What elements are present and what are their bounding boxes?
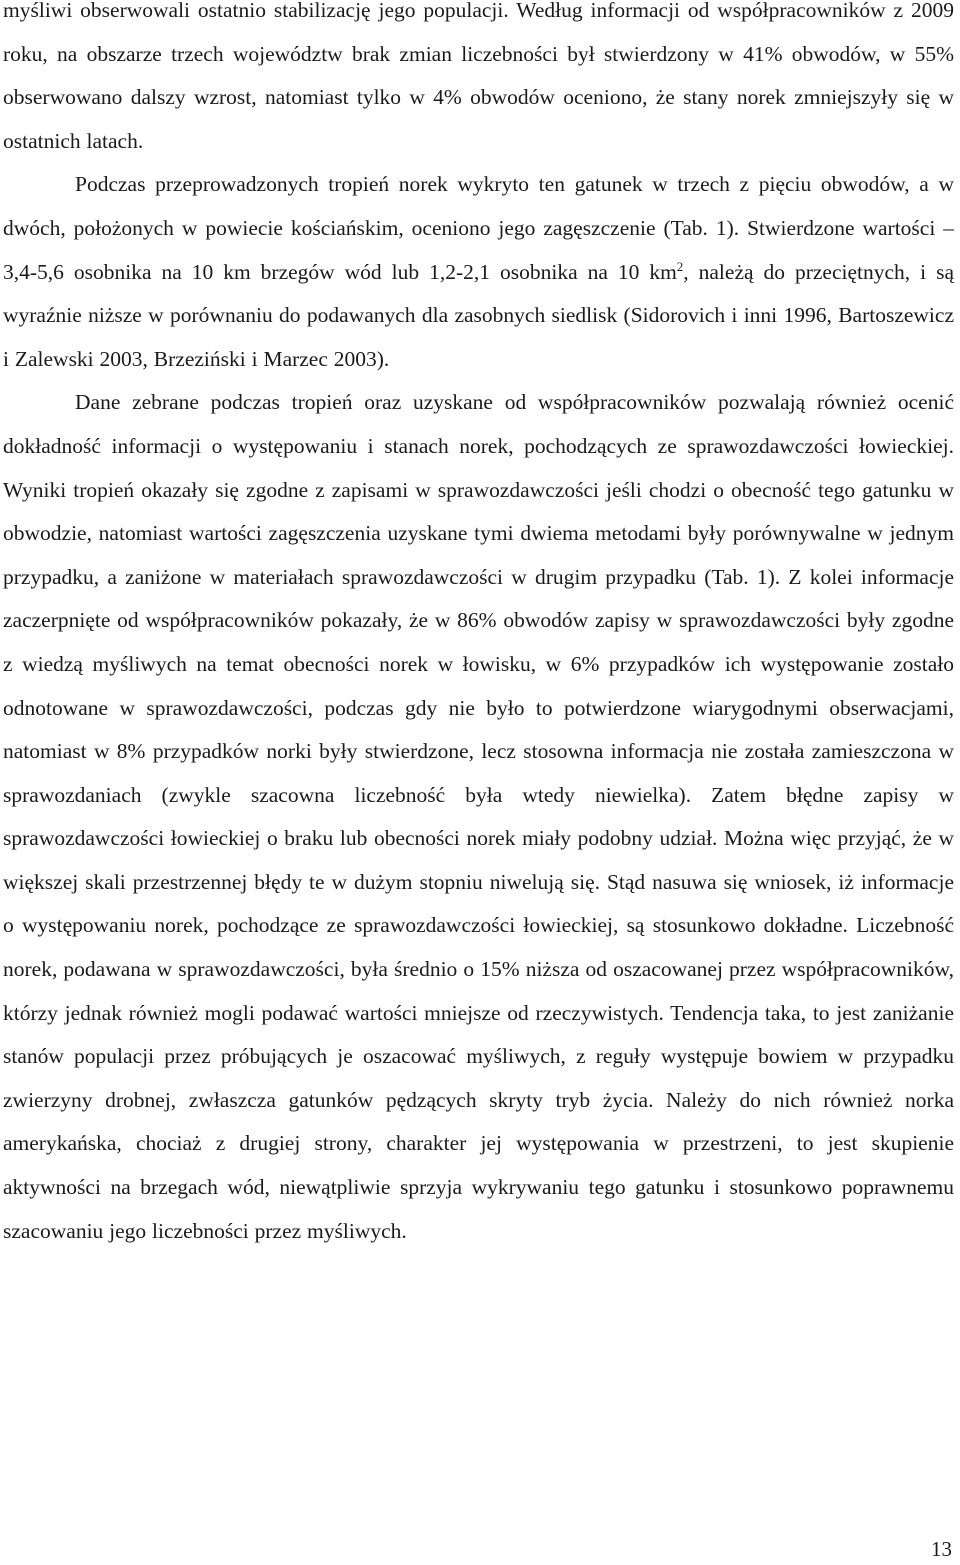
paragraph-2-part-2: , należą do przeciętnych, i są wyraźnie niższe w porównaniu do podawanych dla zasobnych siedlisk (Sidorovich i inni 1996, Bartoszewicz i Zalewski 2003, Brzeziński i Marzec 2003). [3,259,954,371]
document-page [3,0,954,1253]
page-number: 13 [931,1537,952,1561]
paragraph-2 [3,163,954,381]
paragraph-2-part-1: Podczas przeprowadzonych tropień norek wykryto ten gatunek w trzech z pięciu obwodów, a w dwóch, położonych w powiecie kościańskim, oceniono jego zagęszczenie (Tab. 1). Stwierdzone wartości – 3,4-5,6 osobnika na 10 km brzegów wód lub 1,2-2,1 osobnika na 10 km [3,172,954,284]
paragraph-3: Dane zebrane podczas tropień oraz uzyskane od współpracowników pozwalają również ocenić dokładność informacji o występowaniu i stanach norek, pochodzących ze sprawozdawczości łowieckiej. Wyniki tropień okazały się zgodne z zapisami w sprawozdawczości jeśli chodzi o obecność tego gatunku w obwodzie, natomiast wartości zagęszczenia uzyskane tymi dwiema metodami były porównywalne w jednym przypadku, a zaniżone w materiałach sprawozdawczości w drugim przypadku (Tab. 1). Z kolei informacje zaczerpnięte od współpracowników pokazały, że w 86% obwodów zapisy w sprawozdawczości były zgodne z wiedzą myśliwych na temat obecności norek w łowisku, w 6% przypadków ich występowanie zostało odnotowane w sprawozdawczości, podczas gdy nie było to potwierdzone wiarygodnymi obserwacjami, natomiast w 8% przypadków norki były stwierdzone, lecz stosowna informacja nie została zamieszczona w sprawozdaniach (zwykle szacowna liczebność była wtedy niewielka). Zatem błędne zapisy w sprawozdawczości łowieckiej o braku lub obecności norek miały podobny udział. Można więc przyjąć, że w większej skali przestrzennej błędy te w dużym stopniu niwelują się. Stąd nasuwa się wniosek, iż informacje o występowaniu norek, pochodzące ze sprawozdawczości łowieckiej, są stosunkowo dokładne. Liczebność norek, podawana w sprawozdawczości, była średnio o 15% niższa od oszacowanej przez współpracowników, którzy jednak również mogli podawać wartości mniejsze od rzeczywistych. Tendencja taka, to jest zaniżanie stanów populacji przez próbujących je oszacować myśliwych, z reguły występuje bowiem w przypadku zwierzyny drobnej, zwłaszcza gatunków pędzących skryty tryb życia. Należy do nich również norka amerykańska, chociaż z drugiej strony, charakter jej występowania w przestrzeni, to jest skupienie aktywności na brzegach wód, niewątpliwie sprzyja wykrywaniu tego gatunku i stosunkowo poprawnemu szacowaniu jego liczebności przez myśliwych. [3,390,954,1243]
superscript-exponent: 2 [676,258,684,274]
paragraph-1: myśliwi obserwowali ostatnio stabilizację jego populacji. Według informacji od współpracowników z 2009 roku, na obszarze trzech województw brak zmian liczebności był stwierdzony w 41% obwodów, w 55% obserwowano dalszy wzrost, natomiast tylko w 4% obwodów oceniono, że stany norek zmniejszyły się w ostatnich latach. [3,0,954,153]
